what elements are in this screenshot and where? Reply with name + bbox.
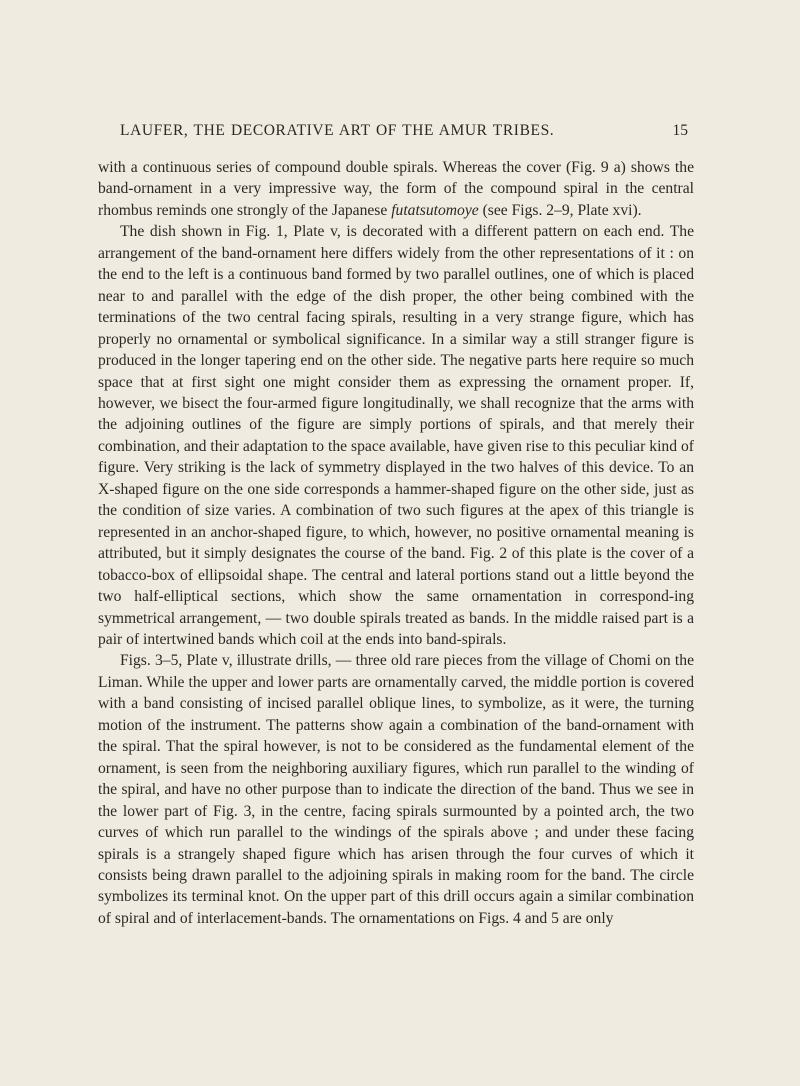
body-text	[98, 157, 694, 929]
page-number: 15	[672, 122, 688, 139]
paragraph-text: (see Figs. 2–9, Plate xvi).	[478, 201, 642, 219]
paragraph-dish	[98, 221, 694, 650]
paragraph-text: with a continuous series of compound double spirals. Whereas the cover (Fig. 9 a) shows the band-ornament in a very impressive way, the form of the compound spiral in the central rhombus reminds one strongly of the Japanese	[98, 159, 694, 219]
italic-term: futatsutomoye	[391, 201, 479, 219]
paragraph-drills	[98, 650, 694, 929]
paragraph-continuation	[98, 157, 694, 221]
running-title: LAUFER, THE DECORATIVE ART OF THE AMUR TRIBES.	[120, 122, 555, 139]
paragraph-text: Figs. 3–5, Plate v, illustrate drills, — three old rare pieces from the village of Chomi on the Liman. While the upper and lower parts are ornamentally carved, the middle portion is covered with a band consisting of incised parallel oblique lines, to symbolize, as it were, the turning motion of the instrument. The patterns show again a combination of the band-ornament with the spiral. That the spiral however, is not to be considered as the fundamental element of the ornament, is seen from the neighboring auxiliary figures, which run parallel to the winding of the spiral, and have no other purpose than to indicate the direction of the band. Thus we see in the lower part of Fig. 3, in the centre, facing spirals surmounted by a pointed arch, the two curves of which run parallel to the windings of the spirals above ; and under these facing spirals is a strangely shaped figure which has arisen through the four curves of which it consists being drawn parallel to the adjoining spirals in making room for the band. The circle symbolizes its terminal knot. On the upper part of this drill occurs again a similar combination of spiral and of interlacement-bands. The ornamentations on Figs. 4 and 5 are only	[98, 652, 694, 927]
running-header	[120, 122, 688, 142]
paragraph-text: The dish shown in Fig. 1, Plate v, is decorated with a different pattern on each end. The arrangement of the band-ornament here differs widely from the other representations of it : on the end to the left is a continuous band formed by two parallel outlines, one of which is placed near to and parallel with the edge of the dish proper, the other being combined with the terminations of the two central facing spirals, resulting in a very strange figure, which has properly no ornamental or symbolical significance. In a similar way a still stranger figure is produced in the longer tapering end on the other side. The negative parts here require so much space that at first sight one might consider them as expressing the ornament proper. If, however, we bisect the four-armed figure longitudinally, we shall recognize that the arms with the adjoining outlines of the figure are simply portions of spirals, and that merely their combination, and their adaptation to the space available, have given rise to this peculiar kind of figure. Very striking is the lack of symmetry displayed in the two halves of this device. To an X-shaped figure on the one side corresponds a hammer-shaped figure on the other side, just as the condition of size varies. A combination of two such figures at the apex of this triangle is represented in an anchor-shaped figure, to which, however, no positive ornamental meaning is attributed, but it simply designates the course of the band. Fig. 2 of this plate is the cover of a tobacco-box of ellipsoidal shape. The central and lateral portions stand out a little beyond the two half-elliptical sections, which show the same ornamentation in correspond-ing symmetrical arrangement, — two double spirals treated as bands. In the middle raised part is a pair of intertwined bands which coil at the ends into band-spirals.	[98, 223, 694, 648]
